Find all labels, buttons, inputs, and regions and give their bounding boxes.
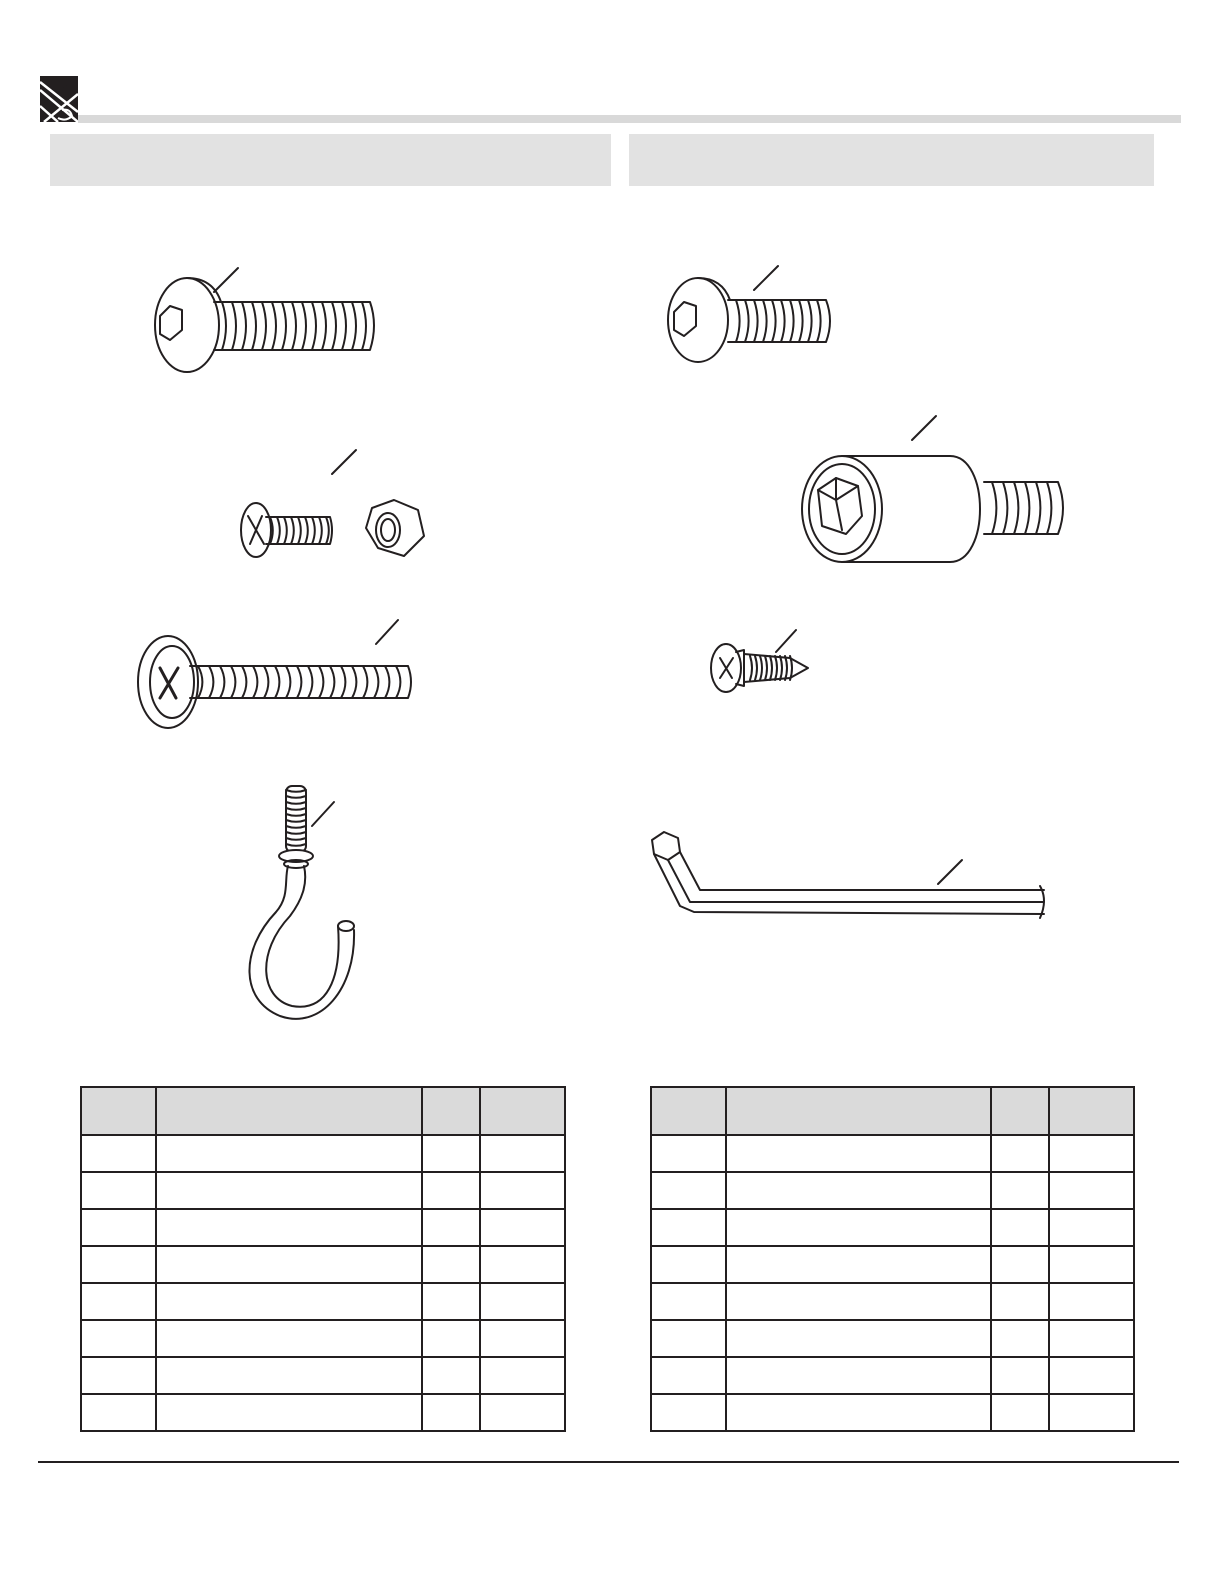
table-cell bbox=[156, 1283, 422, 1320]
thread-ridge bbox=[363, 666, 367, 698]
table-cell bbox=[422, 1357, 480, 1394]
table-cell bbox=[726, 1394, 991, 1431]
table-cell bbox=[651, 1135, 726, 1172]
table-cell bbox=[156, 1246, 422, 1283]
table-cell bbox=[480, 1135, 565, 1172]
thread-ridge bbox=[745, 300, 749, 342]
table-cell bbox=[1049, 1172, 1134, 1209]
column-header bbox=[480, 1087, 565, 1135]
thread-ridge bbox=[312, 302, 316, 350]
column-header bbox=[1049, 1087, 1134, 1135]
thread-ridge bbox=[808, 300, 812, 342]
table-cell bbox=[651, 1283, 726, 1320]
thread-ridge bbox=[763, 300, 767, 342]
table-cell bbox=[81, 1320, 156, 1357]
table-cell bbox=[1049, 1394, 1134, 1431]
socket-head-barrel-bolt-icon bbox=[802, 416, 1063, 562]
thread-ridge bbox=[342, 302, 346, 350]
allen-key-icon bbox=[652, 832, 1044, 918]
thread-ridge bbox=[1003, 482, 1007, 534]
thread-ridge bbox=[242, 666, 246, 698]
table-cell bbox=[480, 1283, 565, 1320]
thread-ridge bbox=[352, 666, 356, 698]
table-cell bbox=[726, 1209, 991, 1246]
thread-ridge bbox=[291, 517, 294, 544]
thread-ridge bbox=[780, 656, 782, 680]
screw-hook-icon bbox=[249, 786, 354, 1019]
thread-ridge bbox=[775, 656, 777, 680]
thread-ridge bbox=[790, 656, 792, 680]
table-row bbox=[651, 1320, 1134, 1357]
thread-ridge bbox=[760, 656, 762, 680]
column-header bbox=[422, 1087, 480, 1135]
table-cell bbox=[156, 1209, 422, 1246]
thread-ridge bbox=[297, 666, 301, 698]
flat-head-phillips-screw-and-hex-nut-icon bbox=[241, 450, 424, 557]
thread-ridge bbox=[277, 517, 280, 544]
footer-rule bbox=[38, 1461, 1179, 1463]
thread-ridge bbox=[209, 666, 213, 698]
table-cell bbox=[651, 1172, 726, 1209]
thread-ridge bbox=[292, 302, 296, 350]
thread-ridge bbox=[319, 666, 323, 698]
thread-ridge bbox=[1014, 482, 1018, 534]
column-header bbox=[726, 1087, 991, 1135]
thread-ridge bbox=[362, 302, 366, 350]
table-cell bbox=[156, 1172, 422, 1209]
table-cell bbox=[726, 1172, 991, 1209]
thread-ridge bbox=[322, 302, 326, 350]
thread-ridge bbox=[750, 656, 752, 680]
thread-ridge bbox=[284, 517, 287, 544]
table-cell bbox=[991, 1135, 1049, 1172]
thread-ridge bbox=[341, 666, 345, 698]
table-cell bbox=[1049, 1209, 1134, 1246]
table-cell bbox=[81, 1172, 156, 1209]
table-cell bbox=[991, 1172, 1049, 1209]
thread-ridge bbox=[298, 517, 301, 544]
table-row bbox=[651, 1394, 1134, 1431]
table-cell bbox=[991, 1394, 1049, 1431]
table-cell bbox=[726, 1283, 991, 1320]
thread-ridge bbox=[330, 666, 334, 698]
table-cell bbox=[726, 1246, 991, 1283]
table-cell bbox=[156, 1320, 422, 1357]
thread-ridge bbox=[286, 666, 290, 698]
table-cell bbox=[81, 1357, 156, 1394]
thread-ridge bbox=[1036, 482, 1040, 534]
table-cell bbox=[1049, 1246, 1134, 1283]
thread-ridge bbox=[252, 302, 256, 350]
table-cell bbox=[1049, 1357, 1134, 1394]
table-cell bbox=[1049, 1283, 1134, 1320]
table-cell bbox=[422, 1209, 480, 1246]
thread-ridge bbox=[754, 300, 758, 342]
table-row bbox=[651, 1172, 1134, 1209]
table-cell bbox=[156, 1135, 422, 1172]
table-cell bbox=[991, 1209, 1049, 1246]
thread-ridge bbox=[1025, 482, 1029, 534]
column-header bbox=[156, 1087, 422, 1135]
table-cell bbox=[651, 1246, 726, 1283]
table-row bbox=[81, 1357, 565, 1394]
thread-ridge bbox=[770, 656, 772, 680]
button-head-hex-bolt-long-icon bbox=[155, 268, 374, 372]
thread-ridge bbox=[272, 302, 276, 350]
thread-ridge bbox=[385, 666, 389, 698]
thread-ridge bbox=[231, 666, 235, 698]
thread-ridge bbox=[220, 666, 224, 698]
thread-ridge bbox=[232, 302, 236, 350]
table-cell bbox=[480, 1320, 565, 1357]
thread-ridge bbox=[817, 300, 821, 342]
thread-ridge bbox=[326, 517, 329, 544]
table-cell bbox=[81, 1283, 156, 1320]
table-cell bbox=[156, 1357, 422, 1394]
thread-ridge bbox=[1047, 482, 1051, 534]
table-header-row bbox=[651, 1087, 1134, 1135]
table-cell bbox=[422, 1172, 480, 1209]
thread-ridge bbox=[785, 656, 787, 680]
thread-ridge bbox=[275, 666, 279, 698]
table-cell bbox=[651, 1320, 726, 1357]
table-cell bbox=[480, 1172, 565, 1209]
thread-ridge bbox=[772, 300, 776, 342]
table-cell bbox=[480, 1394, 565, 1431]
column-header bbox=[991, 1087, 1049, 1135]
table-cell bbox=[480, 1209, 565, 1246]
table-cell bbox=[156, 1394, 422, 1431]
thread-ridge bbox=[992, 482, 996, 534]
table-cell bbox=[480, 1246, 565, 1283]
table-cell bbox=[81, 1246, 156, 1283]
table-cell bbox=[651, 1394, 726, 1431]
table-row bbox=[81, 1246, 565, 1283]
thread-ridge bbox=[799, 300, 803, 342]
table-header-row bbox=[81, 1087, 565, 1135]
table-row bbox=[651, 1283, 1134, 1320]
right-hardware-table bbox=[650, 1086, 1135, 1432]
table-row bbox=[651, 1357, 1134, 1394]
thread-ridge bbox=[302, 302, 306, 350]
thread-ridge bbox=[319, 517, 322, 544]
table-cell bbox=[81, 1135, 156, 1172]
thread-ridge bbox=[790, 300, 794, 342]
table-cell bbox=[991, 1283, 1049, 1320]
table-row bbox=[81, 1283, 565, 1320]
table-cell bbox=[651, 1209, 726, 1246]
thread-ridge bbox=[781, 300, 785, 342]
table-row bbox=[81, 1209, 565, 1246]
thread-ridge bbox=[253, 666, 257, 698]
thread-ridge bbox=[332, 302, 336, 350]
column-header bbox=[81, 1087, 156, 1135]
table-cell bbox=[480, 1357, 565, 1394]
thread-ridge bbox=[264, 666, 268, 698]
table-cell bbox=[422, 1246, 480, 1283]
thread-ridge bbox=[222, 302, 226, 350]
table-cell bbox=[991, 1246, 1049, 1283]
thread-ridge bbox=[374, 666, 378, 698]
table-cell bbox=[1049, 1135, 1134, 1172]
pan-head-self-tapping-screw-icon bbox=[711, 630, 808, 692]
table-cell bbox=[726, 1320, 991, 1357]
left-hardware-table bbox=[80, 1086, 566, 1432]
flange-head-phillips-bolt-icon bbox=[138, 620, 411, 728]
thread-ridge bbox=[262, 302, 266, 350]
table-cell bbox=[726, 1357, 991, 1394]
thread-ridge bbox=[755, 656, 757, 680]
table-cell bbox=[422, 1283, 480, 1320]
table-row bbox=[81, 1172, 565, 1209]
table-cell bbox=[991, 1357, 1049, 1394]
table-row bbox=[81, 1135, 565, 1172]
thread-ridge bbox=[308, 666, 312, 698]
thread-ridge bbox=[305, 517, 308, 544]
table-cell bbox=[81, 1209, 156, 1246]
thread-ridge bbox=[242, 302, 246, 350]
thread-ridge bbox=[396, 666, 400, 698]
button-head-hex-bolt-short-icon bbox=[668, 266, 830, 362]
table-cell bbox=[422, 1394, 480, 1431]
table-row bbox=[81, 1320, 565, 1357]
thread-ridge bbox=[352, 302, 356, 350]
table-cell bbox=[81, 1394, 156, 1431]
thread-ridge bbox=[282, 302, 286, 350]
table-row bbox=[651, 1135, 1134, 1172]
table-cell bbox=[422, 1135, 480, 1172]
thread-ridge bbox=[312, 517, 315, 544]
thread-ridge bbox=[765, 656, 767, 680]
table-cell bbox=[651, 1357, 726, 1394]
table-row bbox=[651, 1209, 1134, 1246]
table-cell bbox=[726, 1135, 991, 1172]
table-cell bbox=[1049, 1320, 1134, 1357]
column-header bbox=[651, 1087, 726, 1135]
table-cell bbox=[422, 1320, 480, 1357]
table-row bbox=[651, 1246, 1134, 1283]
table-cell bbox=[991, 1320, 1049, 1357]
thread-ridge bbox=[736, 300, 740, 342]
table-row bbox=[81, 1394, 565, 1431]
